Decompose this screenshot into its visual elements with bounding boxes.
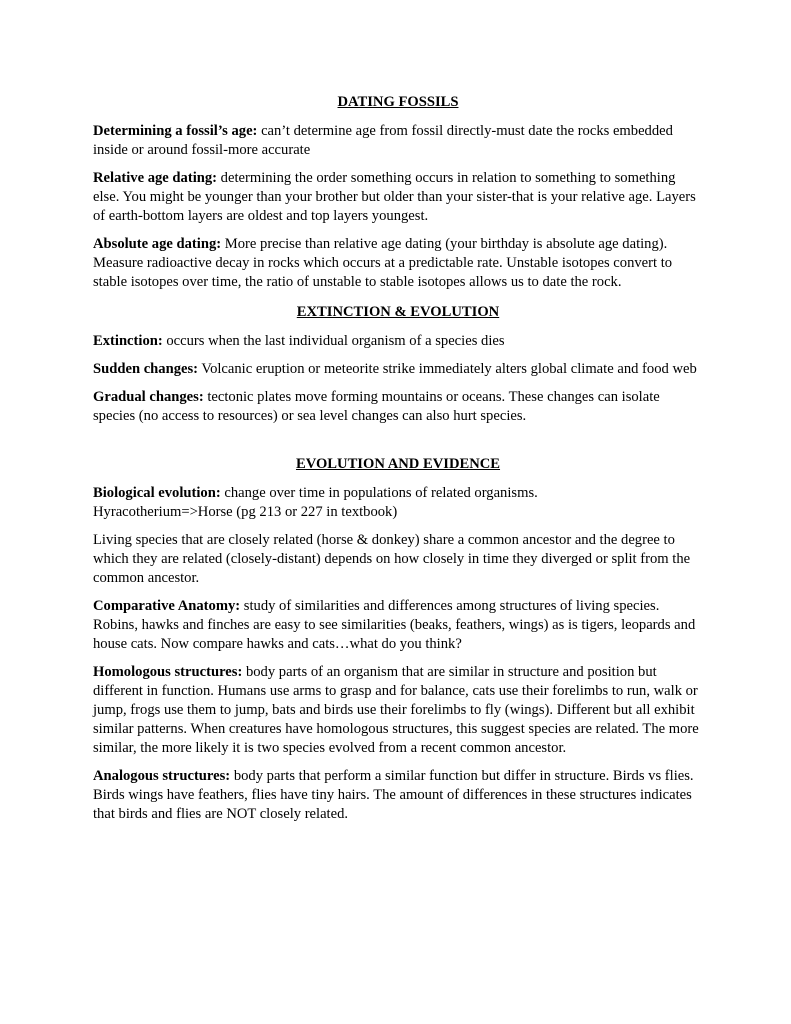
definition: Living species that are closely related (horse & donkey) share a common ancestor and the degree to which they are related (closely-distant) depends on how closely in time they diverged or split from the common ancestor. bbox=[93, 532, 691, 586]
definition: determining the order something occurs in relation to something to something else. You might be younger than your brother but older than your sister-that is your relative age. Layers of earth-bottom layers are oldest and top layers youngest. bbox=[93, 170, 696, 224]
definition: tectonic plates move forming mountains or oceans. These changes can isolate species (no access to resources) or sea level changes can also hurt species. bbox=[93, 389, 660, 424]
paragraph-relative-age bbox=[93, 169, 703, 226]
heading-evolution-evidence: EVOLUTION AND EVIDENCE bbox=[295, 456, 501, 472]
paragraph-analogous-structures bbox=[93, 767, 703, 824]
definition: occurs when the last individual organism of a species dies bbox=[162, 333, 505, 349]
paragraph-biological-evolution bbox=[93, 484, 703, 522]
definition: change over time in populations of related organisms. bbox=[220, 485, 538, 501]
definition: body parts that perform a similar function but differ in structure. Birds vs flies. Birds wings have feathers, flies have tiny hairs. The amount of differences in these structures indicates that birds and flies are NOT closely related. bbox=[93, 768, 694, 822]
paragraph-extinction bbox=[93, 332, 703, 351]
term: Absolute age dating: bbox=[93, 236, 222, 252]
definition: can’t determine age from fossil directly-must date the rocks embedded inside or around fossil-more accurate bbox=[93, 123, 673, 158]
term: Analogous structures: bbox=[93, 768, 231, 784]
heading-dating-fossils: DATING FOSSILS bbox=[337, 94, 459, 110]
term: Relative age dating: bbox=[93, 170, 218, 186]
definition: Volcanic eruption or meteorite strike immediately alters global climate and food web bbox=[198, 361, 697, 377]
paragraph-sudden-changes bbox=[93, 360, 703, 379]
definition: study of similarities and differences among structures of living species. Robins, hawks and finches are easy to see similarities (beaks, feathers, wings) as is tigers, leopards and house cats. Now compare hawks and cats…what do you think? bbox=[93, 598, 696, 652]
paragraph-gradual-changes bbox=[93, 388, 703, 426]
paragraph-homologous-structures bbox=[93, 663, 703, 758]
term: Sudden changes: bbox=[93, 361, 199, 377]
definition: More precise than relative age dating (your birthday is absolute age dating). Measure radioactive decay in rocks which occurs at a predictable rate. Unstable isotopes convert to stable isotopes over time, the ratio of unstable to stable isotopes allows us to date the rock. bbox=[93, 236, 673, 290]
paragraph-absolute-age bbox=[93, 235, 703, 292]
paragraph-common-ancestor bbox=[93, 531, 703, 588]
term: Homologous structures: bbox=[93, 664, 243, 680]
paragraph-comparative-anatomy bbox=[93, 597, 703, 654]
term: Extinction: bbox=[93, 333, 163, 349]
paragraph-fossil-age bbox=[93, 122, 703, 160]
term: Biological evolution: bbox=[93, 485, 221, 501]
definition-line-2: Hyracotherium=>Horse (pg 213 or 227 in textbook) bbox=[93, 504, 398, 520]
term: Determining a fossil’s age: bbox=[93, 123, 258, 139]
definition: body parts of an organism that are similar in structure and position but different in function. Humans use arms to grasp and for balance, cats use their forelimbs to run, walk or jump, frogs use them to jump, bats and birds use their forelimbs to fly (wings). Different but all exhibit similar patterns. When creatures have homologous structures, this suggest species are related. The more similar, the more likely it is two species evolved from a recent common ancestor. bbox=[93, 664, 699, 756]
term: Comparative Anatomy: bbox=[93, 598, 241, 614]
term: Gradual changes: bbox=[93, 389, 204, 405]
heading-extinction-evolution: EXTINCTION & EVOLUTION bbox=[296, 304, 500, 320]
document-content bbox=[93, 93, 703, 824]
